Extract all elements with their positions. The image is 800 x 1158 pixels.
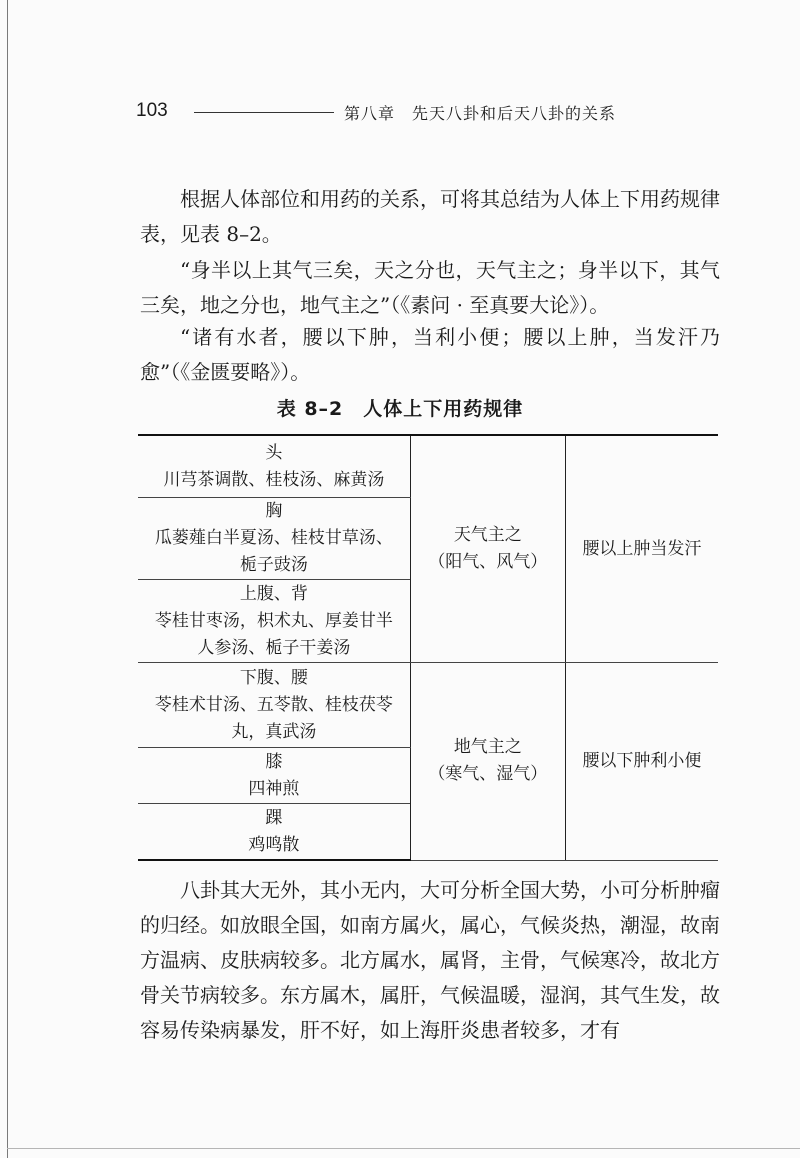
herb-list: 苓桂术甘汤、五苓散、桂枝茯苓	[154, 694, 393, 715]
page-bottom-edge	[7, 1148, 800, 1149]
table-row	[138, 435, 718, 498]
lower-rule-cell	[565, 663, 718, 861]
body-part-cell	[138, 498, 410, 580]
lower-qi-cell	[410, 663, 565, 861]
medication-rules-table	[138, 434, 718, 861]
paragraph-quote-suwen	[140, 253, 720, 323]
body-part-cell	[138, 580, 410, 663]
page-number: 103	[136, 100, 168, 121]
body-part-label: 头	[265, 442, 283, 463]
herb-list: 鸡鸣散	[248, 834, 300, 855]
lower-rule-text: 腰以下肿利小便	[582, 750, 702, 771]
table-row	[138, 663, 718, 748]
paragraph-bagua-analysis	[140, 873, 720, 1048]
body-part-cell	[138, 748, 410, 804]
herb-list: 四神煎	[248, 778, 300, 799]
paragraph-intro	[140, 182, 720, 252]
herb-list-cont: 人参汤、栀子干姜汤	[197, 637, 351, 658]
herb-list-cont: 栀子豉汤	[239, 555, 308, 575]
body-part-cell	[138, 663, 410, 748]
paragraph-bagua-analysis-text: 八卦其大无外，其小无内，大可分析全国大势，小可分析肿瘤的归经。如放眼全国，如南方属火，属心，气候炎热，潮湿，故南方温病、皮肤病较多。北方属水，属肾，主骨，气候寒冷，故北方骨关节病较多。东方属木，属肝，气候温暖，湿润，其气生发，故容易传染病暴发，肝不好，如上海肝炎患者较多，才有	[140, 878, 720, 1042]
body-part-label: 上腹、背	[239, 583, 308, 604]
upper-rule-cell	[565, 435, 718, 663]
body-part-cell	[138, 435, 410, 498]
paragraph-quote-jinkui	[140, 320, 720, 390]
upper-qi-detail: （阳气、风气）	[428, 552, 548, 572]
lower-qi-detail: （寒气、湿气）	[428, 764, 548, 785]
body-part-label: 膝	[265, 751, 283, 772]
lower-qi-label: 地气主之	[453, 737, 522, 758]
herb-list: 川芎茶调散、桂枝汤、麻黄汤	[163, 469, 385, 490]
herb-list: 苓桂甘枣汤，枳术丸、厚姜甘半	[154, 610, 393, 631]
herb-list: 瓜蒌薤白半夏汤、桂枝甘草汤、	[154, 528, 393, 548]
paragraph-quote-suwen-text: “身半以上其气三矣，天之分也，天气主之；身半以下，其气三矣，地之分也，地气主之”（《素问 · 至真要大论》）。	[140, 258, 720, 317]
chapter-title: 第八章 先天八卦和后天八卦的关系	[344, 104, 617, 123]
paragraph-intro-text: 根据人体部位和用药的关系，可将其总结为人体上下用药规律表，见表 8–2。	[140, 187, 720, 246]
body-part-label: 胸	[265, 501, 283, 521]
paragraph-quote-jinkui-text: “诸有水者，腰以下肿，当利小便；腰以上肿，当发汗乃愈”（《金匮要略》）。	[140, 325, 720, 384]
upper-qi-label: 天气主之	[453, 525, 522, 545]
header-rule	[194, 112, 334, 113]
body-part-cell	[138, 804, 410, 861]
herb-list-cont: 丸，真武汤	[231, 721, 317, 742]
body-part-label: 下腹、腰	[239, 667, 308, 688]
table-title: 表 8–2 人体上下用药规律	[276, 398, 524, 420]
running-header	[130, 98, 710, 128]
upper-rule-text: 腰以上肿当发汗	[582, 538, 702, 559]
upper-qi-cell	[410, 435, 565, 663]
page-left-edge	[7, 0, 8, 1158]
body-part-label: 踝	[265, 807, 283, 828]
